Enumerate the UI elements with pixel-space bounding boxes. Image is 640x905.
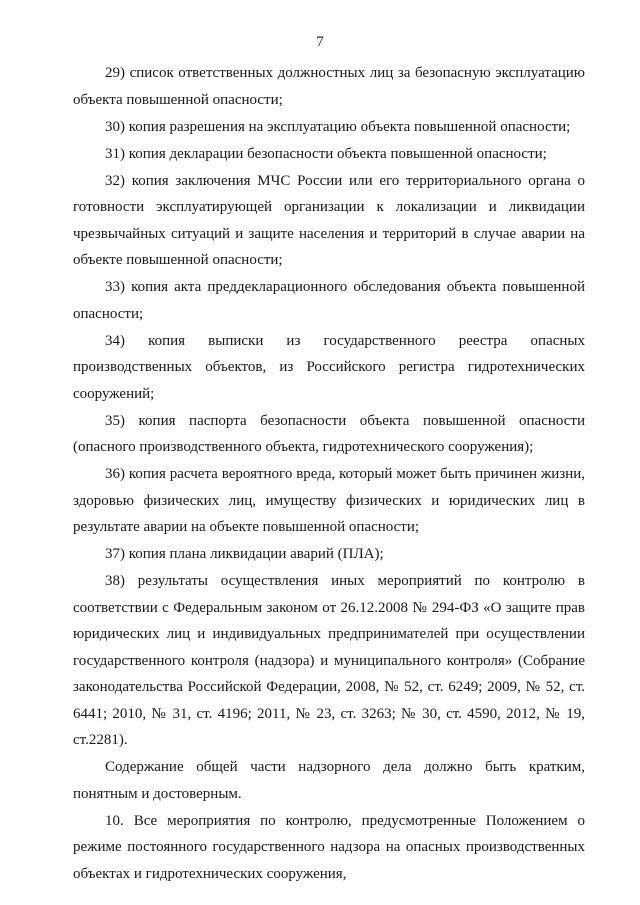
paragraph-33: 33) копия акта преддекларационного обследования объекта повышенной опасности; xyxy=(73,279,585,322)
page-number: 7 xyxy=(316,34,324,50)
paragraph-34: 34) копия выписки из государственного реестра опасных производственных объектов, из Российского регистра гидротехнических сооружений; xyxy=(73,332,585,402)
paragraph-35: 35) копия паспорта безопасности объекта повышенной опасности (опасного производственного объекта, гидротехнического сооружения); xyxy=(73,412,585,455)
paragraph-30: 30) копия разрешения на эксплуатацию объекта повышенной опасности; xyxy=(105,118,571,135)
paragraph-38: 38) результаты осуществления иных мероприятий по контролю в соответствии с Федеральным законом от 26.12.2008 № 294-ФЗ «О защите прав юридических лиц и индивидуальных предпринимателей при осуществлении государственного контроля (надзора) и муниципального контроля» (Собрание законодательства Российской Федерации, 2008, № 52, ст. 6249; 2009, № 52, ст. 6441; 2010, № 31, ст. 4196; 2011, № 23, ст. 3263; № 30, ст. 4590, 2012, № 19, ст.2281). xyxy=(73,573,585,748)
paragraph-29: 29) список ответственных должностных лиц за безопасную эксплуатацию объекта повышенной опасности; xyxy=(73,65,585,108)
paragraph-37: 37) копия плана ликвидации аварий (ПЛА); xyxy=(105,546,384,562)
document-body xyxy=(73,60,585,888)
paragraph-31: 31) копия декларации безопасности объекта повышенной опасности; xyxy=(105,145,547,162)
paragraph-36: 36) копия расчета вероятного вреда, который может быть причинен жизни, здоровью физических лиц, имуществу физических и юридических лиц в результате аварии на объекте повышенной опасности; xyxy=(73,466,585,535)
paragraph-content-note: Содержание общей части надзорного дела должно быть кратким, понятным и достоверным. xyxy=(73,759,585,802)
paragraph-10: 10. Все мероприятия по контролю, предусмотренные Положением о режиме постоянного государственного надзора на опасных производственных объектах и гидротехнических сооружения, xyxy=(73,812,585,882)
paragraph-32: 32) копия заключения МЧС России или его территориального органа о готовности эксплуатирующей организации к локализации и ликвидации чрезвычайных ситуаций и защите населения и территорий в случае аварии на объекте повышенной опасности; xyxy=(73,172,585,268)
